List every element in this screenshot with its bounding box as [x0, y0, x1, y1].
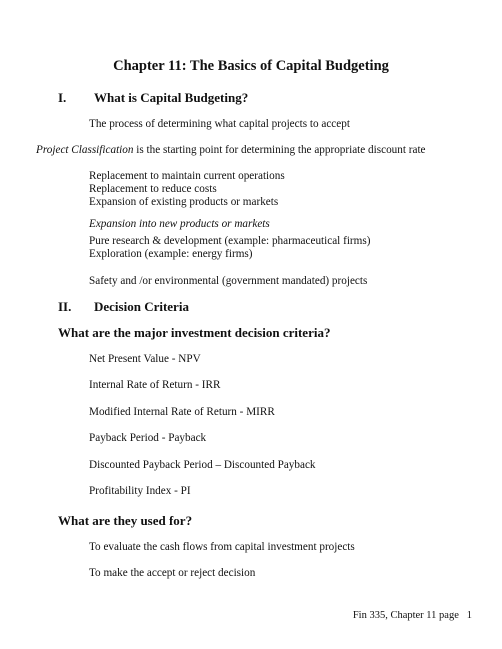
page-title: Chapter 11: The Basics of Capital Budgeting [113, 58, 389, 74]
criteria-item: Internal Rate of Return - IRR [89, 379, 221, 391]
use-item: To evaluate the cash flows from capital investment projects [89, 541, 355, 553]
capital-budgeting-definition: The process of determining what capital projects to accept [89, 118, 350, 130]
project-classification-term: Project Classification [36, 144, 134, 156]
section-2-number: II. [58, 299, 72, 314]
criteria-question: What are the major investment decision criteria? [58, 325, 331, 340]
section-1-number: I. [58, 90, 67, 105]
list-item: Exploration (example: energy firms) [89, 248, 253, 260]
criteria-item: Profitability Index - PI [89, 485, 191, 497]
list-item: Pure research & development (example: pharmaceutical firms) [89, 235, 371, 247]
project-classification-text: is the starting point for determining the appropriate discount rate [133, 144, 426, 156]
uses-question: What are they used for? [58, 513, 193, 528]
criteria-item: Payback Period - Payback [89, 432, 207, 444]
section-1-heading [58, 90, 458, 106]
list-item: Expansion of existing products or markets [89, 196, 279, 208]
use-item: To make the accept or reject decision [89, 567, 256, 579]
criteria-item: Net Present Value - NPV [89, 353, 201, 365]
section-1-title: What is Capital Budgeting? [94, 90, 249, 105]
list-item: Replacement to maintain current operations [89, 170, 285, 182]
section-2-title: Decision Criteria [94, 299, 189, 314]
page-footer [353, 610, 472, 621]
expansion-subheading: Expansion into new products or markets [89, 218, 270, 230]
list-item: Safety and /or environmental (government mandated) projects [89, 275, 368, 287]
criteria-item: Discounted Payback Period – Discounted Payback [89, 459, 316, 471]
criteria-item: Modified Internal Rate of Return - MIRR [89, 406, 275, 418]
footer-text: Fin 335, Chapter 11 page [352, 610, 459, 621]
project-classification-line [36, 144, 426, 156]
section-2-heading [58, 299, 458, 315]
page-number: 1 [466, 610, 472, 621]
list-item: Replacement to reduce costs [89, 183, 217, 195]
